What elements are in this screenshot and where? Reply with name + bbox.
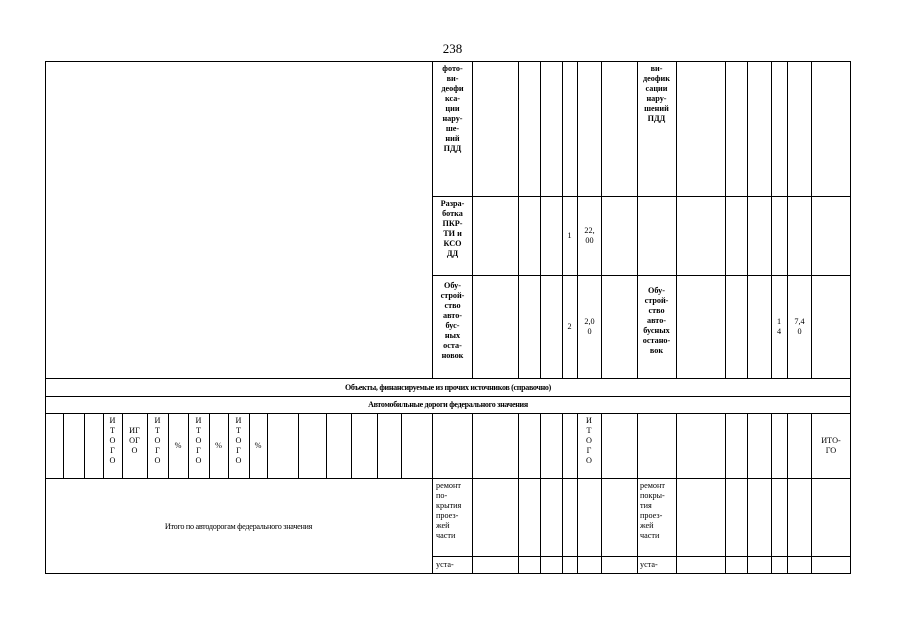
col-line [298, 413, 299, 478]
col-line [725, 61, 726, 378]
col-line [676, 61, 677, 378]
col-line [811, 61, 812, 378]
row3-value-cell: 2,0 0 [584, 317, 595, 336]
totals-cell: И Т О Г О [154, 416, 161, 465]
last-right-cell: уста- [640, 560, 658, 569]
col-line [84, 413, 85, 478]
page-number: 238 [442, 41, 463, 56]
totals-mid-itogo: И Т О Г О [586, 416, 592, 465]
col-line [472, 413, 473, 574]
row3-left-cell: Обу- строй- ство авто- бус- ных оста- новок [440, 281, 465, 360]
col-line [518, 61, 519, 378]
col-line [747, 413, 748, 574]
row2-count-cell: 1 [567, 231, 572, 240]
totals-cell: И Т О Г О [235, 416, 242, 465]
summary-right-work: ремонт покры- тия проез- жей части [640, 481, 665, 540]
totals-cell: % [174, 441, 182, 450]
col-line [401, 413, 402, 478]
totals-cell: И Т О Г О [195, 416, 202, 465]
row-line [45, 396, 851, 397]
col-line [326, 413, 327, 478]
summary-label: Итого по автодорогам федерального значения [164, 522, 313, 531]
col-line [267, 413, 268, 478]
col-line [540, 61, 541, 378]
col-line [747, 61, 748, 378]
row-line [45, 478, 851, 479]
col-line [637, 413, 638, 574]
col-line [771, 413, 772, 574]
row-line [45, 413, 851, 414]
row2-left-cell: Разра- ботка ПКР- ТИ и КСО ДД [440, 199, 465, 258]
col-line [518, 413, 519, 574]
row2-value-cell: 22, 00 [584, 226, 595, 245]
totals-cell: ИГ ОГ О [129, 426, 140, 455]
col-line [432, 413, 433, 574]
col-line [377, 413, 378, 478]
col-line [725, 413, 726, 574]
col-line [540, 413, 541, 574]
col-line [63, 413, 64, 478]
row1-right-cell: ви- деофик сации нару- шений ПДД [643, 64, 670, 123]
row3-right-count-cell: 1 4 [776, 317, 782, 336]
last-left-cell: уста- [436, 560, 454, 569]
col-line [601, 413, 602, 574]
totals-cell: % [254, 441, 262, 450]
col-line [601, 61, 602, 378]
col-line [676, 413, 677, 574]
row3-right-cell: Обу- строй- ство авто- бусных остано- вок [642, 286, 671, 355]
totals-cell: И Т О Г О [109, 416, 116, 465]
summary-left-work: ремонт по- крытия проез- жей части [436, 481, 462, 540]
row3-right-value-cell: 7,4 0 [794, 317, 805, 336]
row1-left-cell: фото- ви- деофи кса- ции нару- ше- ний ПДД [441, 64, 464, 153]
col-line [351, 413, 352, 478]
totals-right-itogo: ИТО- ГО [821, 436, 841, 455]
col-line [472, 61, 473, 378]
row-line [45, 378, 851, 379]
col-line [787, 413, 788, 574]
row-line [432, 275, 851, 276]
band-federal-roads: Автомобильные дороги федерального значения [368, 400, 528, 409]
row3-count-cell: 2 [567, 322, 572, 331]
row-line [432, 556, 851, 557]
totals-cell: % [215, 441, 222, 450]
band-other-sources: Объекты, финансируемые из прочих источников (справочно) [345, 383, 551, 392]
row-line [432, 196, 851, 197]
col-line [562, 413, 563, 574]
